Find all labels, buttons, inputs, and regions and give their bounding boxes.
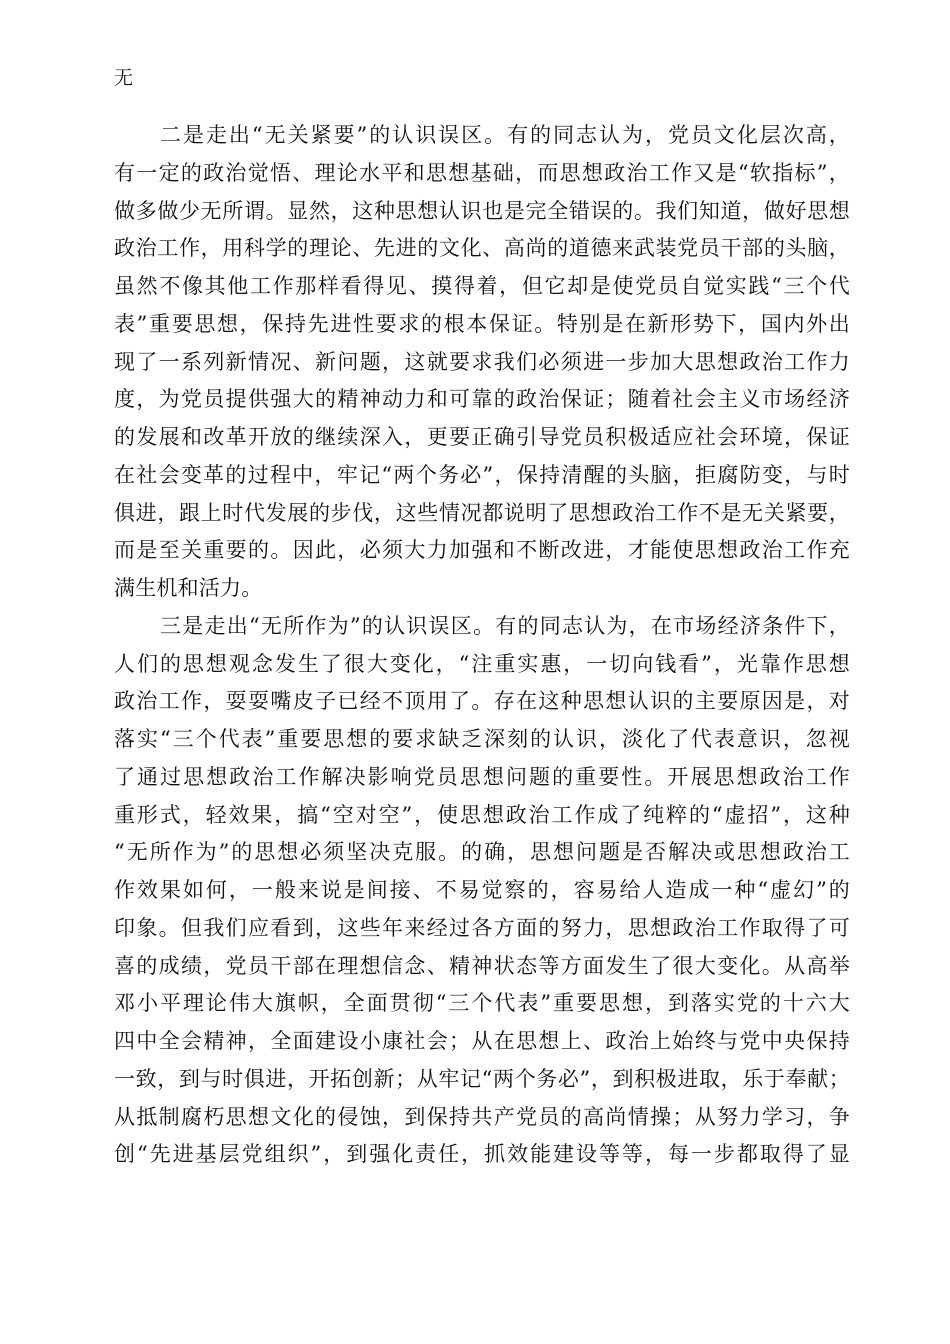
header-mark: 无: [114, 67, 134, 89]
text-line: 三是走出“无所作为”的认识误区。有的同志认为，在市场经济条件下，: [160, 613, 850, 638]
text-line: 作效果如何，一般来说是间接、不易觉察的，容易给人造成一种“虚幻”的: [114, 878, 850, 902]
text-line: 政治工作，耍耍嘴皮子已经不顶用了。存在这种思想认识的主要原因是，对: [114, 689, 850, 714]
text-line: 表”重要思想，保持先进性要求的根本保证。特别是在新形势下，国内外出: [114, 311, 850, 336]
text-line: 二是走出“无关紧要”的认识误区。有的同志认为，党员文化层次高，: [160, 123, 850, 147]
paragraph-third-misconception: [114, 608, 850, 1174]
text-line: 做多做少无所谓。显然，这种思想认识也是完全错误的。我们知道，做好思想: [114, 198, 850, 223]
paragraph-second-misconception: [114, 117, 850, 608]
text-line: 而是至关重要的。因此，必须大力加强和不断改进，才能使思想政治工作充: [114, 538, 850, 563]
text-line: 落实“三个代表”重要思想的要求缺乏深刻的认识，淡化了代表意识，忽视: [114, 727, 850, 751]
text-line: 了通过思想政治工作解决影响党员思想问题的重要性。开展思想政治工作: [114, 764, 850, 789]
text-line: 在社会变革的过程中，牢记“两个务必”，保持清醒的头脑，拒腐防变，与时: [114, 462, 850, 487]
text-line: 现了一系列新情况、新问题，这就要求我们必须进一步加大思想政治工作力: [114, 349, 850, 374]
text-line: 四中全会精神，全面建设小康社会；从在思想上、政治上始终与党中央保持: [114, 1029, 850, 1053]
text-line: 重形式，轻效果，搞“空对空”，使思想政治工作成了纯粹的“虚招”，这种: [114, 802, 850, 827]
text-line: 创“先进基层党组织”，到强化责任，抓效能建设等等，每一步都取得了显: [114, 1142, 850, 1167]
text-line: “无所作为”的思想必须坚决克服。的确，思想问题是否解决或思想政治工: [114, 840, 850, 865]
text-line: 邓小平理论伟大旗帜，全面贯彻“三个代表”重要思想，到落实党的十六大: [114, 991, 850, 1016]
text-line: 喜的成绩，党员干部在理想信念、精神状态等方面发生了很大变化。从高举: [114, 953, 850, 978]
text-line: 人们的思想观念发生了很大变化，“注重实惠，一切向钱看”，光靠作思想: [114, 651, 850, 676]
text-line: 政治工作，用科学的理论、先进的文化、高尚的道德来武装党员干部的头脑，: [114, 236, 850, 261]
text-line: 度，为党员提供强大的精神动力和可靠的政治保证；随着社会主义市场经济: [114, 387, 850, 412]
text-line: 从抵制腐朽思想文化的侵蚀，到保持共产党员的高尚情操；从努力学习，争: [114, 1104, 850, 1129]
text-line: 有一定的政治觉悟、理论水平和思想基础，而思想政治工作又是“软指标”，: [114, 160, 850, 185]
text-line: 满生机和活力。: [114, 576, 263, 600]
text-line: 的发展和改革开放的继续深入，更要正确引导党员积极适应社会环境，保证: [114, 425, 850, 449]
body-text: [114, 117, 850, 1174]
text-line: 虽然不像其他工作那样看得见、摸得着，但它却是使党员自觉实践“三个代: [114, 274, 850, 298]
text-line: 俱进，跟上时代发展的步伐，这些情况都说明了思想政治工作不是无关紧要，: [114, 500, 850, 525]
text-line: 印象。但我们应看到，这些年来经过各方面的努力，思想政治工作取得了可: [114, 915, 850, 940]
text-line: 一致，到与时俱进，开拓创新；从牢记“两个务必”，到积极进取，乐于奉献；: [114, 1066, 850, 1091]
